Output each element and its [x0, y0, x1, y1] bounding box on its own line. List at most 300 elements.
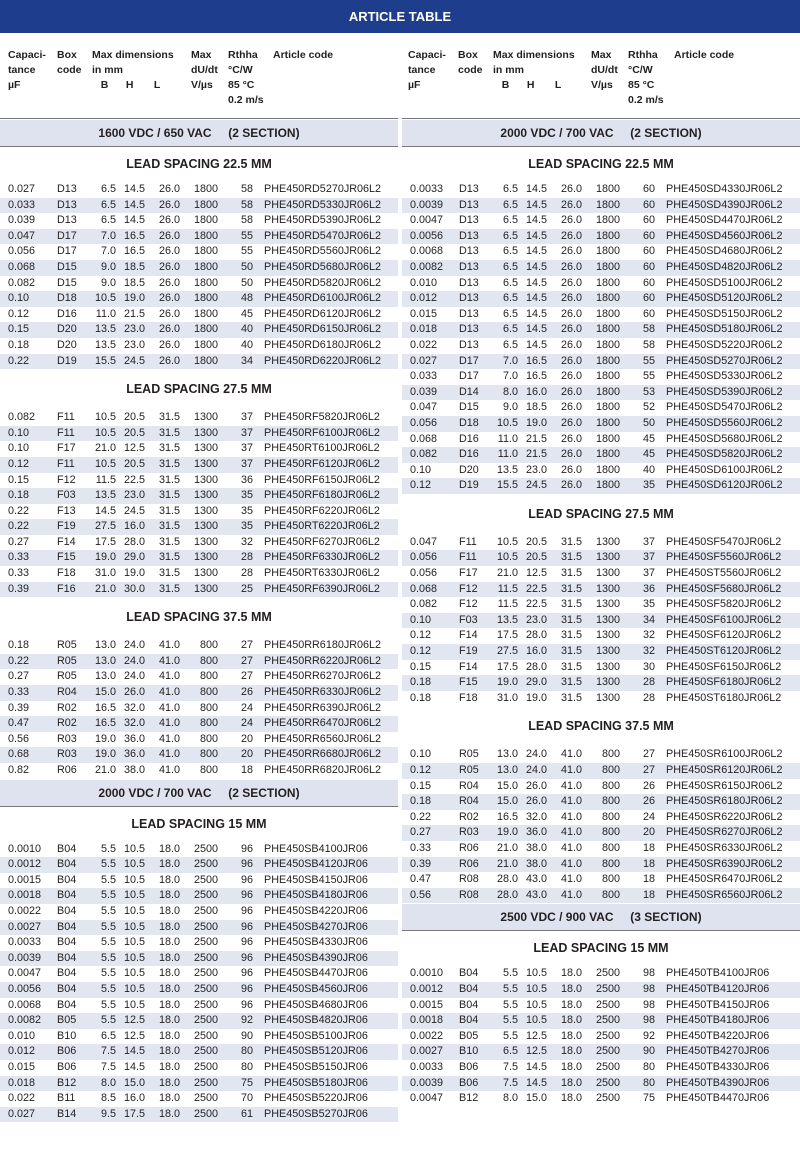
width-cell: 19.0: [496, 826, 518, 839]
table-row: [402, 198, 800, 214]
height-cell: 10.5: [123, 936, 145, 949]
header-article-code: Article code: [674, 49, 735, 61]
dudt-cell: 1800: [193, 183, 218, 195]
dudt-cell: 1300: [595, 535, 620, 548]
length-cell: 18.0: [158, 1045, 180, 1058]
dudt-cell: 1300: [595, 551, 620, 564]
table-row: [0, 920, 398, 936]
article-code-cell: PHE450SD4470JR06L2: [666, 214, 783, 227]
width-cell: 5.5: [100, 1014, 116, 1027]
height-cell: 10.5: [123, 998, 145, 1011]
dudt-cell: 2500: [595, 1014, 620, 1027]
length-cell: 26.0: [560, 432, 582, 445]
capacitance-cell: 0.12: [410, 764, 432, 776]
article-code-cell: PHE450SB5180JR06: [264, 1076, 368, 1089]
height-cell: 10.5: [123, 982, 145, 995]
height-cell: 26.0: [525, 779, 547, 792]
capacitance-cell: 0.0039: [410, 1076, 444, 1089]
table-row: [0, 535, 398, 551]
rth-cell: 96: [240, 967, 253, 980]
table-row: [402, 535, 800, 551]
height-cell: 14.5: [123, 198, 145, 211]
dudt-cell: 1800: [595, 338, 620, 351]
article-code-cell: PHE450TB4470JR06: [666, 1092, 770, 1105]
width-cell: 15.0: [94, 686, 116, 699]
height-cell: 23.0: [525, 463, 547, 476]
rth-cell: 96: [240, 858, 253, 871]
width-cell: 21.0: [94, 582, 116, 595]
height-cell: 18.5: [123, 260, 145, 273]
capacitance-cell: 0.010: [410, 276, 438, 289]
article-code-cell: PHE450SB4390JR06: [264, 951, 368, 964]
article-code-cell: PHE450SD5270JR06L2: [666, 354, 783, 367]
length-cell: 31.5: [560, 582, 582, 595]
box-code-cell: B04: [459, 1014, 479, 1027]
dudt-cell: 800: [199, 670, 218, 683]
width-cell: 10.5: [94, 426, 116, 439]
height-cell: 23.0: [123, 338, 145, 351]
box-code-cell: B04: [57, 842, 77, 855]
length-cell: 26.0: [158, 260, 180, 273]
width-cell: 6.5: [502, 323, 518, 336]
dudt-cell: 800: [601, 795, 620, 808]
width-cell: 10.5: [94, 292, 116, 305]
article-code-cell: PHE450SR6330JR06L2: [666, 841, 783, 854]
article-code-cell: PHE450SD4820JR06L2: [666, 260, 783, 273]
dudt-cell: 2500: [193, 1092, 218, 1105]
width-cell: 13.0: [94, 654, 116, 667]
capacitance-cell: 0.0010: [410, 967, 444, 980]
box-code-cell: D20: [57, 323, 77, 336]
height-cell: 16.5: [123, 229, 145, 242]
rth-cell: 60: [642, 229, 655, 242]
header-box-code: Box code: [57, 49, 82, 76]
box-code-cell: F12: [459, 582, 478, 595]
capacitance-cell: 0.47: [8, 717, 30, 730]
box-code-cell: D13: [459, 198, 479, 211]
length-cell: 31.5: [158, 582, 180, 595]
capacitance-cell: 0.015: [410, 307, 438, 320]
rth-cell: 18: [642, 873, 655, 886]
box-code-cell: D19: [57, 354, 77, 367]
table-row: [402, 447, 800, 463]
capacitance-cell: 0.033: [410, 370, 438, 383]
height-cell: 20.5: [123, 426, 145, 439]
dudt-cell: 1800: [595, 276, 620, 289]
width-cell: 13.5: [94, 323, 116, 336]
height-cell: 24.0: [525, 764, 547, 776]
header-rth: Rthha °C/W 85 °C 0.2 m/s: [628, 49, 664, 106]
rth-cell: 96: [240, 904, 253, 917]
box-code-cell: D13: [459, 307, 479, 320]
rth-cell: 20: [240, 732, 253, 745]
article-code-cell: PHE450SD5120JR06L2: [666, 292, 783, 305]
article-code-cell: PHE450SD6120JR06L2: [666, 479, 783, 492]
capacitance-cell: 0.068: [8, 260, 36, 273]
height-cell: 10.5: [123, 858, 145, 871]
width-cell: 15.5: [94, 354, 116, 367]
header-dimensions: Max dimensions in mm B H L: [493, 49, 575, 91]
article-code-cell: PHE450SD5330JR06L2: [666, 370, 783, 383]
table-row: [402, 982, 800, 998]
box-code-cell: F19: [459, 645, 478, 658]
height-cell: 23.0: [525, 613, 547, 626]
article-code-cell: PHE450SB4180JR06: [264, 889, 368, 902]
length-cell: 41.0: [560, 764, 582, 776]
rth-cell: 96: [240, 982, 253, 995]
article-code-cell: PHE450RF6150JR06L2: [264, 473, 380, 486]
article-code-cell: PHE450SD5560JR06L2: [666, 416, 783, 429]
length-cell: 31.5: [158, 535, 180, 548]
length-cell: 18.0: [158, 842, 180, 855]
length-cell: 26.0: [560, 214, 582, 227]
dudt-cell: 800: [601, 810, 620, 823]
height-cell: 30.0: [123, 582, 145, 595]
length-cell: 26.0: [560, 183, 582, 195]
table-row: [0, 669, 398, 685]
box-code-cell: F14: [459, 660, 478, 673]
rth-cell: 60: [642, 307, 655, 320]
box-code-cell: B06: [57, 1060, 77, 1073]
height-cell: 16.0: [525, 645, 547, 658]
height-cell: 14.5: [525, 338, 547, 351]
header-box-code: Box code: [458, 49, 483, 76]
length-cell: 26.0: [560, 198, 582, 211]
height-cell: 36.0: [123, 732, 145, 745]
table-row: [402, 1060, 800, 1076]
rth-cell: 20: [240, 748, 253, 761]
dudt-cell: 2500: [193, 1076, 218, 1089]
height-cell: 14.5: [123, 1060, 145, 1073]
rth-cell: 24: [642, 810, 655, 823]
box-code-cell: F03: [57, 489, 76, 502]
length-cell: 18.0: [158, 920, 180, 933]
length-cell: 41.0: [560, 748, 582, 761]
lead-spacing-heading: LEAD SPACING 37.5 MM: [126, 610, 272, 625]
article-code-cell: PHE450SR6120JR06L2: [666, 764, 783, 776]
rth-cell: 52: [642, 401, 655, 414]
box-code-cell: R08: [459, 888, 479, 901]
table-row: [0, 935, 398, 951]
length-cell: 31.5: [158, 551, 180, 564]
length-cell: 26.0: [560, 370, 582, 383]
box-code-cell: F18: [459, 691, 478, 704]
article-code-cell: PHE450ST6120JR06L2: [666, 645, 782, 658]
width-cell: 5.5: [100, 889, 116, 902]
height-cell: 12.5: [123, 442, 145, 455]
length-cell: 31.5: [158, 489, 180, 502]
box-code-cell: R06: [459, 841, 479, 854]
box-code-cell: D13: [459, 338, 479, 351]
dudt-cell: 1300: [595, 613, 620, 626]
article-code-cell: PHE450SF5680JR06L2: [666, 582, 782, 595]
rth-cell: 53: [642, 385, 655, 398]
article-code-cell: PHE450SB5120JR06: [264, 1045, 368, 1058]
height-cell: 43.0: [525, 873, 547, 886]
capacitance-cell: 0.18: [410, 795, 432, 808]
article-code-cell: PHE450SB4560JR06: [264, 982, 368, 995]
header-rth: Rthha °C/W 85 °C 0.2 m/s: [228, 49, 264, 106]
table-row: [0, 260, 398, 276]
box-code-cell: B04: [57, 982, 77, 995]
rth-cell: 28: [642, 691, 655, 704]
height-cell: 19.0: [525, 691, 547, 704]
rth-cell: 32: [642, 645, 655, 658]
dudt-cell: 1800: [595, 479, 620, 492]
rth-cell: 98: [642, 982, 655, 995]
height-cell: 16.0: [525, 385, 547, 398]
right-sections: [402, 119, 800, 1107]
capacitance-cell: 0.12: [8, 457, 30, 470]
capacitance-cell: 0.18: [8, 639, 30, 652]
width-cell: 17.5: [94, 535, 116, 548]
article-code-cell: PHE450SB5270JR06: [264, 1107, 368, 1120]
rth-cell: 40: [642, 463, 655, 476]
table-row: [0, 888, 398, 904]
rth-cell: 26: [240, 686, 253, 699]
dudt-cell: 800: [199, 732, 218, 745]
width-cell: 5.5: [100, 858, 116, 871]
width-cell: 9.5: [100, 1107, 116, 1120]
capacitance-cell: 0.022: [8, 1092, 36, 1105]
rth-cell: 24: [240, 717, 253, 730]
article-code-cell: PHE450RR6390JR06L2: [264, 701, 382, 714]
table-row: [0, 1091, 398, 1107]
table-row: [402, 260, 800, 276]
width-cell: 5.5: [502, 967, 518, 980]
box-code-cell: B04: [57, 998, 77, 1011]
width-cell: 6.5: [502, 198, 518, 211]
table-row: [0, 966, 398, 982]
rth-cell: 27: [642, 764, 655, 776]
length-cell: 31.5: [158, 520, 180, 533]
width-cell: 5.5: [100, 920, 116, 933]
length-cell: 18.0: [560, 1045, 582, 1058]
width-cell: 5.5: [502, 982, 518, 995]
article-code-cell: PHE450SF6180JR06L2: [666, 676, 782, 689]
dudt-cell: 800: [601, 779, 620, 792]
length-cell: 41.0: [560, 779, 582, 792]
length-cell: 31.5: [560, 598, 582, 611]
width-cell: 19.0: [496, 676, 518, 689]
height-cell: 14.5: [525, 307, 547, 320]
table-row: [0, 982, 398, 998]
width-cell: 10.5: [496, 535, 518, 548]
height-cell: 43.0: [525, 888, 547, 901]
capacitance-cell: 0.39: [8, 701, 30, 714]
height-cell: 36.0: [123, 748, 145, 761]
dudt-cell: 800: [199, 639, 218, 652]
capacitance-cell: 0.18: [410, 676, 432, 689]
height-cell: 21.5: [525, 432, 547, 445]
length-cell: 41.0: [560, 841, 582, 854]
rth-cell: 50: [240, 276, 253, 289]
box-code-cell: R05: [57, 654, 77, 667]
length-cell: 26.0: [560, 292, 582, 305]
box-code-cell: D13: [459, 229, 479, 242]
article-code-cell: PHE450SB5220JR06: [264, 1092, 368, 1105]
width-cell: 6.5: [502, 338, 518, 351]
capacitance-cell: 0.027: [8, 183, 36, 195]
rth-cell: 75: [642, 1092, 655, 1105]
capacitance-cell: 0.39: [410, 857, 432, 870]
table-row: [0, 873, 398, 889]
box-code-cell: R05: [459, 764, 479, 776]
dudt-cell: 1300: [193, 411, 218, 424]
height-cell: 10.5: [123, 920, 145, 933]
article-code-cell: PHE450SB4680JR06: [264, 998, 368, 1011]
box-code-cell: F11: [57, 411, 75, 424]
height-cell: 14.5: [525, 214, 547, 227]
height-cell: 38.0: [123, 764, 145, 776]
article-table-title: ARTICLE TABLE: [0, 0, 800, 33]
width-cell: 10.5: [94, 457, 116, 470]
table-row: [402, 550, 800, 566]
width-cell: 11.0: [95, 307, 116, 320]
rth-cell: 37: [240, 426, 253, 439]
length-cell: 18.0: [560, 998, 582, 1011]
capacitance-cell: 0.56: [410, 888, 432, 901]
height-cell: 14.5: [525, 323, 547, 336]
table-row: [402, 276, 800, 292]
dudt-cell: 1800: [193, 276, 218, 289]
dudt-cell: 2500: [193, 1060, 218, 1073]
width-cell: 8.0: [100, 1076, 116, 1089]
article-code-cell: PHE450TB4180JR06: [666, 1014, 770, 1027]
height-cell: 10.5: [525, 998, 547, 1011]
article-code-cell: PHE450RD6220JR06L2: [264, 354, 382, 367]
capacitance-cell: 0.15: [8, 473, 30, 486]
article-code-cell: PHE450SD5150JR06L2: [666, 307, 783, 320]
rth-cell: 75: [240, 1076, 253, 1089]
dudt-cell: 1800: [595, 245, 620, 258]
width-cell: 13.0: [496, 748, 518, 761]
table-row: [402, 888, 800, 904]
rth-cell: 37: [642, 551, 655, 564]
article-code-cell: PHE450SF6150JR06L2: [666, 660, 782, 673]
lead-spacing-heading: LEAD SPACING 37.5 MM: [528, 719, 674, 734]
height-cell: 18.5: [123, 276, 145, 289]
table-row: [0, 1076, 398, 1092]
height-cell: 12.5: [525, 567, 547, 580]
article-code-cell: PHE450SD6100JR06L2: [666, 463, 783, 476]
box-code-cell: B11: [57, 1092, 76, 1105]
box-code-cell: D17: [459, 354, 479, 367]
dudt-cell: 2500: [595, 982, 620, 995]
box-code-cell: F11: [459, 535, 477, 548]
table-row: [0, 276, 398, 292]
article-code-cell: PHE450RF6180JR06L2: [264, 489, 380, 502]
length-cell: 26.0: [560, 401, 582, 414]
length-cell: 41.0: [560, 795, 582, 808]
rth-cell: 35: [240, 504, 253, 517]
height-cell: 24.5: [123, 504, 145, 517]
box-code-cell: D13: [459, 183, 479, 195]
article-code-cell: PHE450RR6820JR06L2: [264, 764, 382, 776]
capacitance-cell: 0.82: [8, 764, 30, 776]
capacitance-cell: 0.012: [410, 292, 438, 305]
length-cell: 18.0: [158, 1107, 180, 1120]
table-row: [402, 1091, 800, 1107]
table-row: [0, 842, 398, 858]
dudt-cell: 2500: [193, 858, 218, 871]
height-cell: 28.0: [123, 535, 145, 548]
box-code-cell: D20: [459, 463, 479, 476]
dudt-cell: 1300: [193, 582, 218, 595]
width-cell: 6.5: [502, 1045, 518, 1058]
table-row: [402, 613, 800, 629]
box-code-cell: B06: [459, 1076, 479, 1089]
height-cell: 14.5: [525, 260, 547, 273]
height-cell: 15.0: [525, 1092, 547, 1105]
height-cell: 22.5: [525, 598, 547, 611]
rth-cell: 55: [240, 229, 253, 242]
table-row: [0, 457, 398, 473]
dudt-cell: 800: [601, 841, 620, 854]
table-row: [0, 473, 398, 489]
box-code-cell: B04: [57, 873, 77, 886]
width-cell: 10.5: [496, 416, 518, 429]
table-row: [0, 182, 398, 198]
article-code-cell: PHE450RD5470JR06L2: [264, 229, 382, 242]
box-code-cell: B05: [57, 1014, 77, 1027]
height-cell: 29.0: [123, 551, 145, 564]
length-cell: 26.0: [158, 276, 180, 289]
article-code-cell: PHE450TB4390JR06: [666, 1076, 770, 1089]
height-cell: 10.5: [123, 904, 145, 917]
rth-cell: 32: [240, 535, 253, 548]
article-code-cell: PHE450SF5560JR06L2: [666, 551, 782, 564]
width-cell: 31.0: [94, 567, 116, 580]
capacitance-cell: 0.018: [410, 323, 438, 336]
height-cell: 20.5: [123, 411, 145, 424]
length-cell: 41.0: [158, 654, 180, 667]
capacitance-cell: 0.33: [8, 686, 30, 699]
rth-cell: 96: [240, 842, 253, 855]
table-row: [0, 441, 398, 457]
article-code-cell: PHE450RD6100JR06L2: [264, 292, 382, 305]
dudt-cell: 1300: [595, 582, 620, 595]
article-code-cell: PHE450SB4820JR06: [264, 1014, 368, 1027]
capacitance-cell: 0.12: [410, 629, 432, 642]
capacitance-cell: 0.27: [8, 670, 30, 683]
article-code-cell: PHE450SB4330JR06: [264, 936, 368, 949]
width-cell: 9.0: [502, 401, 518, 414]
table-row: [0, 307, 398, 323]
article-code-cell: PHE450RD5390JR06L2: [264, 214, 382, 227]
length-cell: 26.0: [560, 416, 582, 429]
article-code-cell: PHE450SD4330JR06L2: [666, 183, 783, 195]
width-cell: 11.0: [497, 432, 518, 445]
table-row: [402, 644, 800, 660]
rth-cell: 55: [642, 370, 655, 383]
box-code-cell: R08: [459, 873, 479, 886]
box-code-cell: F12: [459, 598, 478, 611]
height-cell: 10.5: [123, 967, 145, 980]
dudt-cell: 1800: [193, 229, 218, 242]
dudt-cell: 1300: [193, 442, 218, 455]
capacitance-cell: 0.039: [8, 214, 36, 227]
rth-cell: 92: [240, 1014, 253, 1027]
width-cell: 5.5: [100, 904, 116, 917]
length-cell: 41.0: [560, 826, 582, 839]
article-code-cell: PHE450SR6270JR06L2: [666, 826, 783, 839]
height-cell: 14.5: [123, 1045, 145, 1058]
capacitance-cell: 0.0033: [410, 183, 444, 195]
table-row: [402, 369, 800, 385]
column-header: [402, 33, 800, 119]
capacitance-cell: 0.015: [8, 1060, 36, 1073]
